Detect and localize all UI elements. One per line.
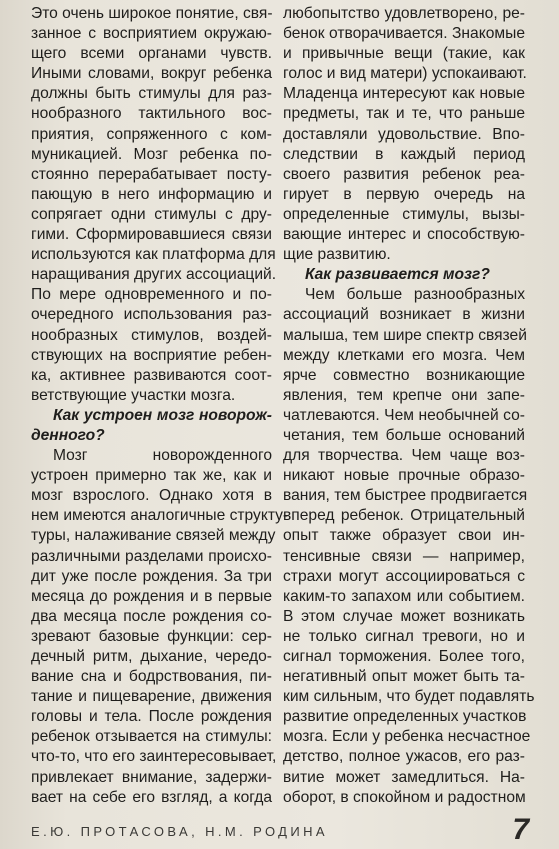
text-line: страхи могут ассоциироваться с: [283, 567, 525, 585]
text-line: зревают базовые функции: сер-: [31, 627, 272, 645]
text-line: По мере одновременного и по-: [31, 286, 272, 304]
text-line: привлекает внимание, задержи-: [31, 768, 272, 786]
text-line: вающие интерес и способствую-: [283, 226, 525, 244]
text-line: пающую в него информацию и: [31, 185, 272, 203]
text-line: ка, активнее развиваются соот-: [31, 366, 272, 384]
text-line: детство, полное ужасов, его раз-: [283, 748, 525, 766]
text-line: используются как платформа для: [31, 246, 276, 264]
text-line: щего всеми органами чувств.: [31, 45, 272, 63]
text-line: муникацией. Мозг ребенка по-: [31, 145, 272, 163]
text-line: Чем больше разнообразных: [305, 286, 525, 304]
text-line: чатлеваются. Чем необычней со-: [283, 406, 525, 424]
text-line: гирует в первую очередь на: [283, 185, 525, 203]
section-heading-line: Как устроен мозг новорож-: [53, 406, 272, 424]
text-line: витие может замедлиться. На-: [283, 768, 525, 786]
text-line: сопрягает одни стимулы с дру-: [31, 205, 272, 223]
text-line: малыша, тем шире спектр связей: [283, 326, 527, 344]
page-number: 7: [512, 813, 529, 846]
text-line: четания, тем больше оснований: [283, 426, 525, 444]
text-line: никают новые прочные образо-: [283, 467, 525, 485]
text-line: вает на себе его взгляд, а когда: [31, 788, 272, 806]
text-line: ветствующие участки мозга.: [31, 386, 236, 404]
text-line: гими. Сформировавшиеся связи: [31, 226, 272, 244]
text-line: любопытство удовлетворено, ре-: [283, 5, 525, 22]
text-line: ярче совместно возникающие: [283, 366, 525, 384]
section-heading-line: денного?: [31, 426, 105, 444]
text-line: месяца до рождения и в первые: [31, 587, 272, 605]
text-line: вание сна и бодрствования, пи-: [31, 668, 272, 686]
text-line: негативный опыт может быть та-: [283, 668, 525, 686]
text-line: Младенца интересуют как новые: [283, 85, 525, 103]
text-line: доставляли удовольствие. Впо-: [283, 125, 525, 143]
text-line: своего развития ребенок реа-: [283, 165, 525, 183]
text-line: приятия, сопряженного с ком-: [31, 125, 272, 143]
left-text-column: [31, 4, 289, 808]
text-line: не только сигнал тревоги, но и: [283, 627, 525, 645]
text-line: ствующих на восприятие ребен-: [31, 346, 272, 364]
text-line: и привычные вещи (такие, как: [283, 45, 525, 63]
text-line: каким-то запахом или событием.: [283, 587, 525, 605]
text-line: ассоциаций возникает в жизни: [283, 306, 525, 324]
text-line: мозг взрослого. Однако хотя в: [31, 487, 272, 505]
right-text-column: [283, 4, 535, 808]
text-line: бенок отворачивается. Знакомые: [283, 25, 525, 43]
text-line: нем имеются аналогичные структу-: [31, 507, 289, 525]
text-line: В этом случае может возникать: [283, 607, 525, 625]
section-heading-line: Как развивается мозг?: [305, 266, 490, 284]
text-line: устроен примерно так же, как и: [31, 467, 272, 485]
text-line: сигнал торможения. Более того,: [283, 648, 525, 665]
text-line: ребенок отзывается на стимулы:: [31, 728, 272, 746]
text-line: наращивания других ассоциаций.: [31, 266, 277, 284]
text-line: вания, тем быстрее продвигается: [283, 487, 528, 505]
text-line: тенсивные связи — например,: [283, 547, 525, 565]
text-line: между клетками его мозга. Чем: [283, 346, 525, 364]
text-line: следствии в каждый период: [283, 145, 525, 163]
text-line: для творчества. Чем чаще воз-: [283, 447, 525, 465]
text-line: дит уже после рождения. За три: [31, 567, 272, 585]
text-line: головы и тела. После рождения: [31, 708, 272, 726]
text-line: туры, налаживание связей между: [31, 527, 276, 545]
text-line: тание и пищеварение, движения: [31, 688, 272, 706]
text-line: очередного использования раз-: [31, 306, 272, 324]
footer-authors: Е.Ю. ПРОТАСОВА, Н.М. РОДИНА: [31, 824, 328, 839]
text-line: стоянно перерабатывает посту-: [31, 165, 272, 183]
text-line: развитие определенных участков: [283, 708, 527, 726]
text-line: различными разделами происхо-: [31, 547, 272, 565]
text-line: занное с восприятием окружаю-: [31, 25, 272, 43]
text-line: опыт также образует свои ин-: [283, 527, 525, 545]
text-line: определенные стимулы, вызы-: [283, 205, 525, 223]
text-line: голос и вид матери) успокаивают.: [283, 65, 527, 83]
text-line: должны быть стимулы для раз-: [31, 85, 272, 103]
text-line: два месяца после рождения со-: [31, 607, 272, 625]
text-line: оборот, в спокойном и радостном: [283, 788, 526, 806]
text-line: Это очень широкое понятие, свя-: [31, 5, 273, 22]
text-line: Мозг новорожденного: [53, 447, 272, 465]
text-line: ким сильным, что будет подавлять: [283, 688, 535, 706]
text-line: нообразных стимулов, воздей-: [31, 326, 272, 344]
text-line: что-то, что его заинтересовывает,: [31, 748, 277, 766]
text-line: щие развитию.: [283, 246, 391, 264]
text-line: дечный ритм, дыхание, чередо-: [31, 648, 272, 665]
text-line: мозга. Если у ребенка несчастное: [283, 728, 531, 746]
text-line: Иными словами, вокруг ребенка: [31, 65, 272, 83]
text-line: предметы, так и те, что раньше: [283, 105, 525, 123]
text-line: нообразного тактильного вос-: [31, 105, 272, 123]
text-line: вперед ребенок. Отрицательный: [283, 507, 525, 525]
text-line: явления, тем крепче они запе-: [283, 386, 525, 404]
